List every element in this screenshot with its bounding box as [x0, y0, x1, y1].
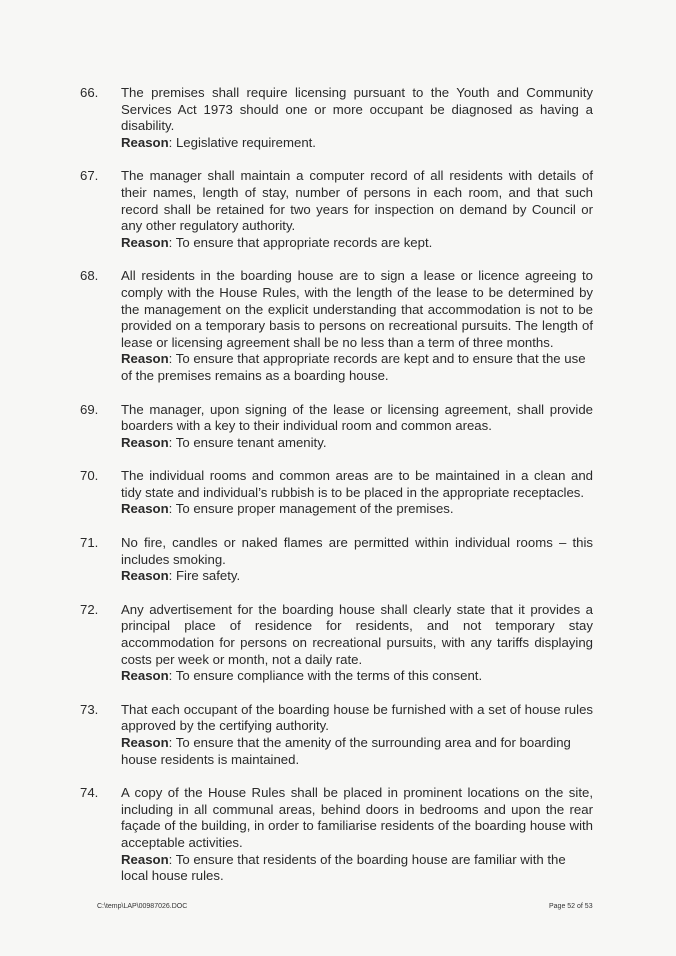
condition-reason: [121, 351, 593, 384]
reason-label: Reason: [121, 568, 169, 584]
condition-number: 74.: [80, 785, 99, 801]
condition-item: [0, 785, 676, 885]
condition-body: [121, 702, 593, 768]
condition-reason: [121, 735, 593, 768]
reason-label: Reason: [121, 735, 169, 750]
condition-item: [0, 168, 676, 251]
condition-item: [0, 402, 676, 452]
condition-number: 68.: [80, 268, 99, 284]
condition-text: The individual rooms and common areas are to be maintained in a clean and tidy state and individual’s rubbish is to be placed in the appropriate receptacles.: [121, 468, 593, 500]
footer-page-number: Page 52 of 53: [549, 903, 593, 910]
condition-body: [121, 602, 593, 685]
reason-label: Reason: [121, 851, 169, 867]
condition-text: That each occupant of the boarding house be furnished with a set of house rules approved by the certifying authority.: [121, 701, 593, 734]
condition-item: [0, 602, 676, 685]
reason-label: Reason: [121, 668, 169, 684]
reason-text: : Legislative requirement.: [168, 134, 316, 150]
condition-text: The manager shall maintain a computer record of all residents with details of their names, length of stay, number of persons in each room, and that such record shall be retained for two years for inspection on demand by Council or any other regulatory authority.: [121, 168, 593, 234]
condition-body: [121, 268, 593, 384]
condition-reason: [121, 501, 593, 518]
condition-text: A copy of the House Rules shall be placed in prominent locations on the site, including in all communal areas, behind doors in bedrooms and upon the rear façade of the building, in order to familiarise residents of the boarding house with acceptable activities.: [121, 785, 593, 850]
conditions-list: [0, 85, 676, 902]
reason-label: Reason: [121, 434, 169, 450]
reason-text: : To ensure that appropriate records are kept and to ensure that the use of the premises remains as a boarding house.: [121, 351, 586, 383]
condition-number: 67.: [80, 168, 99, 184]
condition-reason: [121, 852, 593, 885]
reason-text: : To ensure proper management of the premises.: [168, 501, 454, 517]
reason-text: : To ensure that the amenity of the surrounding area and for boarding house residents is maintained.: [121, 735, 571, 767]
condition-number: 69.: [80, 401, 99, 417]
condition-text: Any advertisement for the boarding house shall clearly state that it provides a principal place of residence for residents, and not temporary stay accommodation for persons on recreational pursuits, with any tariffs displaying costs per week or month, not a daily rate.: [121, 601, 593, 667]
condition-item: [0, 268, 676, 384]
condition-text: No fire, candles or naked flames are permitted within individual rooms – this includes smoking.: [121, 535, 593, 567]
reason-text: : To ensure that residents of the boarding house are familiar with the local house rules.: [121, 851, 566, 884]
condition-body: [121, 402, 593, 452]
condition-reason: [121, 668, 593, 685]
reason-text: : To ensure that appropriate records are kept.: [168, 234, 433, 250]
condition-body: [121, 535, 593, 585]
reason-label: Reason: [121, 134, 169, 150]
condition-number: 73.: [80, 701, 99, 717]
condition-body: [121, 785, 593, 885]
condition-number: 70.: [80, 468, 99, 484]
condition-body: [121, 168, 593, 251]
condition-text: All residents in the boarding house are to sign a lease or licence agreeing to comply with the House Rules, with the length of the lease to be determined by the management on the explicit understanding that accommodation is not to be provided on a temporary basis to persons on recreational pursuits. The length of lease or licensing agreement shall be no less than a term of three months.: [121, 268, 593, 350]
reason-text: : Fire safety.: [168, 568, 241, 584]
condition-number: 66.: [80, 85, 99, 100]
condition-reason: [121, 135, 593, 152]
reason-label: Reason: [121, 234, 169, 250]
reason-label: Reason: [121, 501, 169, 517]
condition-number: 71.: [80, 535, 99, 551]
condition-item: [0, 85, 676, 151]
condition-reason: [121, 568, 593, 585]
condition-reason: [121, 435, 593, 452]
condition-body: [121, 468, 593, 518]
condition-number: 72.: [80, 601, 99, 617]
footer-file-path: C:\temp\LAP\00987026.DOC: [97, 903, 188, 910]
condition-reason: [121, 235, 593, 252]
condition-item: [0, 468, 676, 518]
condition-body: [121, 85, 593, 151]
condition-text: The premises shall require licensing pursuant to the Youth and Community Services Act 1973 should one or more occupant be diagnosed as having a disability.: [121, 85, 593, 134]
reason-text: : To ensure tenant amenity.: [168, 434, 327, 450]
condition-item: [0, 535, 676, 585]
reason-text: : To ensure compliance with the terms of this consent.: [168, 668, 483, 684]
condition-text: The manager, upon signing of the lease or licensing agreement, shall provide boarders with a key to their individual room and common areas.: [121, 401, 593, 434]
reason-label: Reason: [121, 351, 169, 367]
condition-item: [0, 702, 676, 768]
